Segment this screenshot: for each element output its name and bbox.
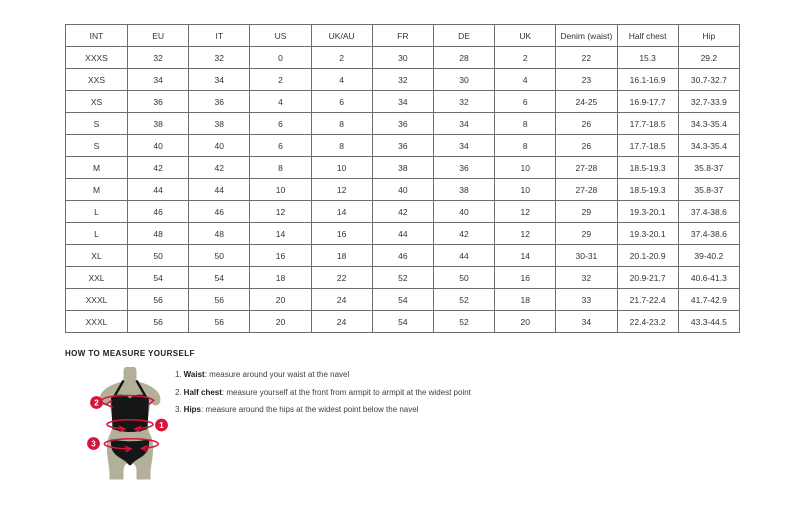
table-cell: 43.3-44.5 — [678, 311, 739, 333]
table-cell: 16.9-17.7 — [617, 91, 678, 113]
table-row — [66, 289, 740, 311]
table-cell: 26 — [556, 113, 617, 135]
step-label: Waist — [183, 370, 205, 379]
step-text: : measure around your waist at the navel — [204, 370, 350, 379]
table-cell: 16 — [311, 223, 372, 245]
table-cell: 42 — [128, 157, 189, 179]
table-cell: 38 — [128, 113, 189, 135]
step-text: : measure around the hips at the widest point below the navel — [201, 405, 419, 414]
table-cell: 38 — [189, 113, 250, 135]
table-cell: 20.1-20.9 — [617, 245, 678, 267]
table-cell: S — [66, 135, 128, 157]
table-cell: 36 — [189, 91, 250, 113]
table-cell: 2 — [311, 47, 372, 69]
table-cell: M — [66, 179, 128, 201]
table-cell: 16 — [250, 245, 311, 267]
table-cell: 50 — [128, 245, 189, 267]
step-label: Hips — [183, 405, 202, 414]
table-cell: 48 — [128, 223, 189, 245]
table-cell: 46 — [189, 201, 250, 223]
table-cell: 38 — [433, 179, 494, 201]
table-cell: 6 — [250, 135, 311, 157]
column-header: UK — [495, 25, 556, 47]
table-cell: 14 — [250, 223, 311, 245]
table-cell: 54 — [372, 289, 433, 311]
marker-3-label: 3 — [91, 439, 96, 449]
table-cell: 2 — [495, 47, 556, 69]
table-cell: S — [66, 113, 128, 135]
table-cell: 16 — [495, 267, 556, 289]
table-cell: 8 — [250, 157, 311, 179]
table-cell: 32 — [128, 47, 189, 69]
table-cell: 18 — [495, 289, 556, 311]
table-cell: 6 — [495, 91, 556, 113]
table-cell: 56 — [128, 311, 189, 333]
table-cell: XS — [66, 91, 128, 113]
table-cell: 50 — [433, 267, 494, 289]
table-cell: 36 — [372, 113, 433, 135]
table-cell: 46 — [372, 245, 433, 267]
table-cell: 8 — [495, 113, 556, 135]
table-cell: 17.7-18.5 — [617, 113, 678, 135]
table-cell: 15.3 — [617, 47, 678, 69]
table-cell: 42 — [433, 223, 494, 245]
table-cell: M — [66, 157, 128, 179]
step-number: 2. — [175, 387, 182, 397]
table-cell: 35.8-37 — [678, 179, 739, 201]
table-cell: 14 — [495, 245, 556, 267]
column-header: INT — [66, 25, 128, 47]
table-row — [66, 223, 740, 245]
table-cell: 12 — [311, 179, 372, 201]
table-row — [66, 201, 740, 223]
table-cell: 24 — [311, 289, 372, 311]
table-cell: 37.4-38.6 — [678, 201, 739, 223]
table-cell: XXXL — [66, 311, 128, 333]
table-cell: 36 — [372, 135, 433, 157]
table-cell: 40 — [189, 135, 250, 157]
table-cell: 38 — [372, 157, 433, 179]
column-header: UK/AU — [311, 25, 372, 47]
table-cell: 10 — [311, 157, 372, 179]
table-cell: 27-28 — [556, 157, 617, 179]
table-cell: 29 — [556, 223, 617, 245]
table-cell: 44 — [372, 223, 433, 245]
table-cell: 32 — [556, 267, 617, 289]
table-cell: 32 — [372, 69, 433, 91]
table-cell: 12 — [495, 223, 556, 245]
table-cell: 34 — [128, 69, 189, 91]
table-cell: 30 — [433, 69, 494, 91]
table-cell: 54 — [372, 311, 433, 333]
table-cell: 34.3-35.4 — [678, 135, 739, 157]
table-cell: 34 — [372, 91, 433, 113]
table-cell: 2 — [250, 69, 311, 91]
table-cell: 24-25 — [556, 91, 617, 113]
table-cell: 36 — [433, 157, 494, 179]
table-cell: 14 — [311, 201, 372, 223]
step-number: 3. — [175, 405, 182, 414]
table-cell: 16.1-16.9 — [617, 69, 678, 91]
column-header: Hip — [678, 25, 739, 47]
measure-step-hips — [175, 401, 471, 419]
measure-steps — [175, 366, 471, 419]
table-cell: 22 — [556, 47, 617, 69]
table-cell: 8 — [495, 135, 556, 157]
size-chart-table — [65, 24, 740, 333]
step-number: 1. — [175, 370, 182, 379]
table-cell: 29 — [556, 201, 617, 223]
column-header: US — [250, 25, 311, 47]
table-row — [66, 47, 740, 69]
table-cell: 27-28 — [556, 179, 617, 201]
table-cell: 32 — [433, 91, 494, 113]
measure-step-waist — [175, 366, 471, 384]
table-cell: 34 — [556, 311, 617, 333]
table-cell: L — [66, 201, 128, 223]
table-cell: 50 — [189, 245, 250, 267]
table-cell: 52 — [433, 311, 494, 333]
table-cell: 48 — [189, 223, 250, 245]
table-cell: 20 — [495, 311, 556, 333]
column-header: IT — [189, 25, 250, 47]
table-cell: 26 — [556, 135, 617, 157]
table-cell: 28 — [433, 47, 494, 69]
table-cell: 18 — [311, 245, 372, 267]
measure-step-half-chest — [175, 384, 471, 402]
table-row — [66, 157, 740, 179]
table-cell: 34 — [189, 69, 250, 91]
table-cell: 32 — [189, 47, 250, 69]
table-cell: 34 — [433, 113, 494, 135]
table-cell: 18.5-19.3 — [617, 179, 678, 201]
table-cell: 29.2 — [678, 47, 739, 69]
table-cell: 19.3-20.1 — [617, 201, 678, 223]
table-cell: 23 — [556, 69, 617, 91]
table-cell: 40 — [128, 135, 189, 157]
table-cell: 21.7-22.4 — [617, 289, 678, 311]
table-cell: 20.9-21.7 — [617, 267, 678, 289]
table-cell: 0 — [250, 47, 311, 69]
table-cell: 34 — [433, 135, 494, 157]
table-cell: 39-40.2 — [678, 245, 739, 267]
table-cell: 40 — [433, 201, 494, 223]
header-row — [66, 25, 740, 47]
table-row — [66, 311, 740, 333]
table-cell: 22.4-23.2 — [617, 311, 678, 333]
table-cell: 8 — [311, 113, 372, 135]
table-cell: 35.8-37 — [678, 157, 739, 179]
table-cell: 54 — [128, 267, 189, 289]
size-chart-header — [66, 25, 740, 47]
mannequin-illustration-icon — [80, 367, 180, 493]
table-cell: 33 — [556, 289, 617, 311]
table-cell: 10 — [495, 179, 556, 201]
table-cell: 37.4-38.6 — [678, 223, 739, 245]
table-cell: XXXL — [66, 289, 128, 311]
step-label: Half chest — [183, 387, 222, 397]
measure-section-title: HOW TO MEASURE YOURSELF — [65, 349, 195, 358]
table-cell: 44 — [433, 245, 494, 267]
table-cell: L — [66, 223, 128, 245]
table-cell: 22 — [311, 267, 372, 289]
table-cell: 6 — [311, 91, 372, 113]
table-cell: 56 — [189, 289, 250, 311]
table-cell: 44 — [128, 179, 189, 201]
table-cell: 6 — [250, 113, 311, 135]
table-cell: 12 — [250, 201, 311, 223]
table-cell: 4 — [250, 91, 311, 113]
table-cell: XXL — [66, 267, 128, 289]
table-cell: 18 — [250, 267, 311, 289]
size-chart-body — [66, 47, 740, 333]
table-cell: 40.6-41.3 — [678, 267, 739, 289]
table-cell: 36 — [128, 91, 189, 113]
table-cell: 56 — [128, 289, 189, 311]
table-cell: XXS — [66, 69, 128, 91]
table-cell: 20 — [250, 289, 311, 311]
column-header: Denim (waist) — [556, 25, 617, 47]
marker-2-label: 2 — [94, 398, 99, 408]
table-cell: 41.7-42.9 — [678, 289, 739, 311]
table-cell: 4 — [311, 69, 372, 91]
column-header: EU — [128, 25, 189, 47]
column-header: DE — [433, 25, 494, 47]
table-cell: 30 — [372, 47, 433, 69]
table-row — [66, 267, 740, 289]
table-cell: XXXS — [66, 47, 128, 69]
table-row — [66, 69, 740, 91]
table-cell: 54 — [189, 267, 250, 289]
table-row — [66, 179, 740, 201]
table-row — [66, 135, 740, 157]
table-cell: 12 — [495, 201, 556, 223]
column-header: FR — [372, 25, 433, 47]
table-cell: 52 — [433, 289, 494, 311]
table-cell: 8 — [311, 135, 372, 157]
table-cell: 42 — [189, 157, 250, 179]
table-row — [66, 91, 740, 113]
table-row — [66, 113, 740, 135]
table-cell: 30-31 — [556, 245, 617, 267]
measurement-figure — [80, 367, 180, 493]
table-cell: 44 — [189, 179, 250, 201]
table-cell: XL — [66, 245, 128, 267]
table-cell: 56 — [189, 311, 250, 333]
marker-1-label: 1 — [159, 420, 164, 430]
table-cell: 24 — [311, 311, 372, 333]
table-cell: 40 — [372, 179, 433, 201]
table-cell: 10 — [250, 179, 311, 201]
table-row — [66, 245, 740, 267]
table-cell: 32.7-33.9 — [678, 91, 739, 113]
column-header: Half chest — [617, 25, 678, 47]
table-cell: 18.5-19.3 — [617, 157, 678, 179]
table-cell: 19.3-20.1 — [617, 223, 678, 245]
table-cell: 42 — [372, 201, 433, 223]
table-cell: 46 — [128, 201, 189, 223]
table-cell: 17.7-18.5 — [617, 135, 678, 157]
table-cell: 30.7-32.7 — [678, 69, 739, 91]
table-cell: 52 — [372, 267, 433, 289]
table-cell: 20 — [250, 311, 311, 333]
table-cell: 10 — [495, 157, 556, 179]
table-cell: 4 — [495, 69, 556, 91]
step-text: : measure yourself at the front from armpit to armpit at the widest point — [221, 387, 471, 397]
table-cell: 34.3-35.4 — [678, 113, 739, 135]
